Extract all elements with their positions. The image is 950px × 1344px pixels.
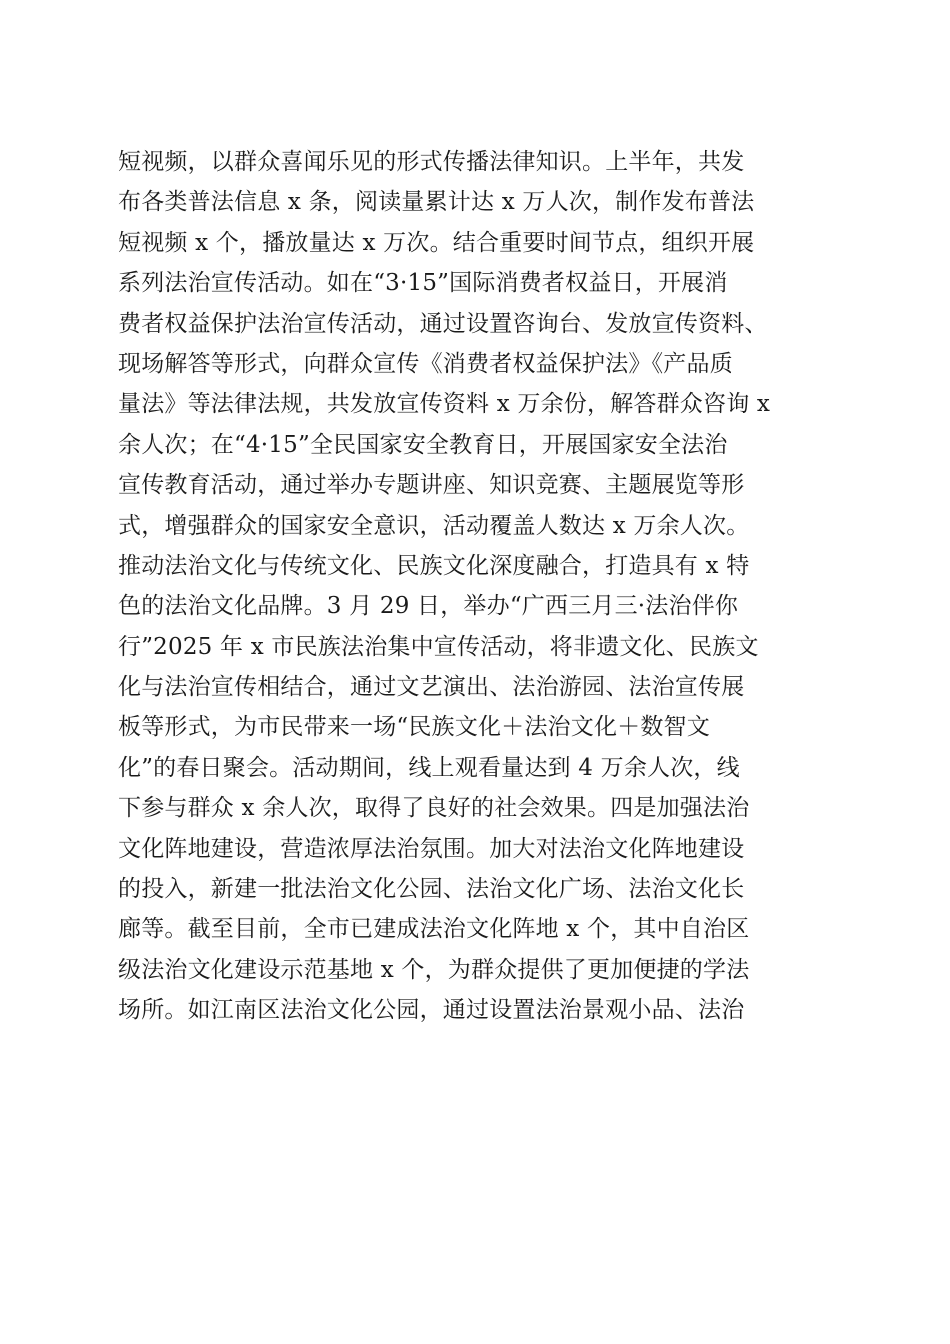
text-line: 式，增强群众的国家安全意识，活动覆盖人数达 x 万余人次。 — [118, 512, 750, 539]
text-line: 短视频 x 个，播放量达 x 万次。结合重要时间节点，组织开展 — [118, 229, 755, 256]
text-line: 费者权益保护法治宣传活动，通过设置咨询台、发放宣传资料、 — [118, 310, 768, 337]
text-line: 行”2025 年 x 市民族法治集中宣传活动，将非遗文化、民族文 — [118, 633, 759, 660]
text-line: 化与法治宣传相结合，通过文艺演出、法治游园、法治宣传展 — [118, 674, 745, 701]
text-line: 的投入，新建一批法治文化公园、法治文化广场、法治文化长 — [118, 876, 745, 903]
text-line: 布各类普法信息 x 条，阅读量累计达 x 万人次，制作发布普法 — [118, 189, 755, 216]
text-line: 推动法治文化与传统文化、民族文化深度融合，打造具有 x 特 — [118, 552, 750, 579]
text-line: 文化阵地建设，营造浓厚法治氛围。加大对法治文化阵地建设 — [118, 835, 745, 862]
text-line: 量法》等法律法规，共发放宣传资料 x 万余份，解答群众咨询 x — [118, 391, 771, 418]
text-line: 化”的春日聚会。活动期间，线上观看量达到 4 万余人次，线 — [118, 754, 740, 781]
text-line: 级法治文化建设示范基地 x 个，为群众提供了更加便捷的学法 — [118, 956, 750, 983]
body-paragraph — [118, 142, 838, 1031]
text-line: 系列法治宣传活动。如在“3·15”国际消费者权益日，开展消 — [118, 270, 728, 297]
text-line: 余人次；在“4·15”全民国家安全教育日，开展国家安全法治 — [118, 431, 728, 458]
text-line: 廊等。截至目前，全市已建成法治文化阵地 x 个，其中自治区 — [118, 916, 750, 943]
text-line: 色的法治文化品牌。3 月 29 日，举办“广西三月三·法治伴你 — [118, 593, 739, 620]
text-line: 现场解答等形式，向群众宣传《消费者权益保护法》《产品质 — [118, 350, 733, 377]
text-line: 宣传教育活动，通过举办专题讲座、知识竞赛、主题展览等形 — [118, 472, 745, 499]
text-line: 短视频，以群众喜闻乐见的形式传播法律知识。上半年，共发 — [118, 149, 745, 175]
text-line: 下参与群众 x 余人次，取得了良好的社会效果。四是加强法治 — [118, 795, 750, 822]
text-line: 场所。如江南区法治文化公园，通过设置法治景观小品、法治 — [118, 997, 745, 1024]
text-line: 板等形式，为市民带来一场“民族文化＋法治文化＋数智文 — [118, 714, 710, 741]
